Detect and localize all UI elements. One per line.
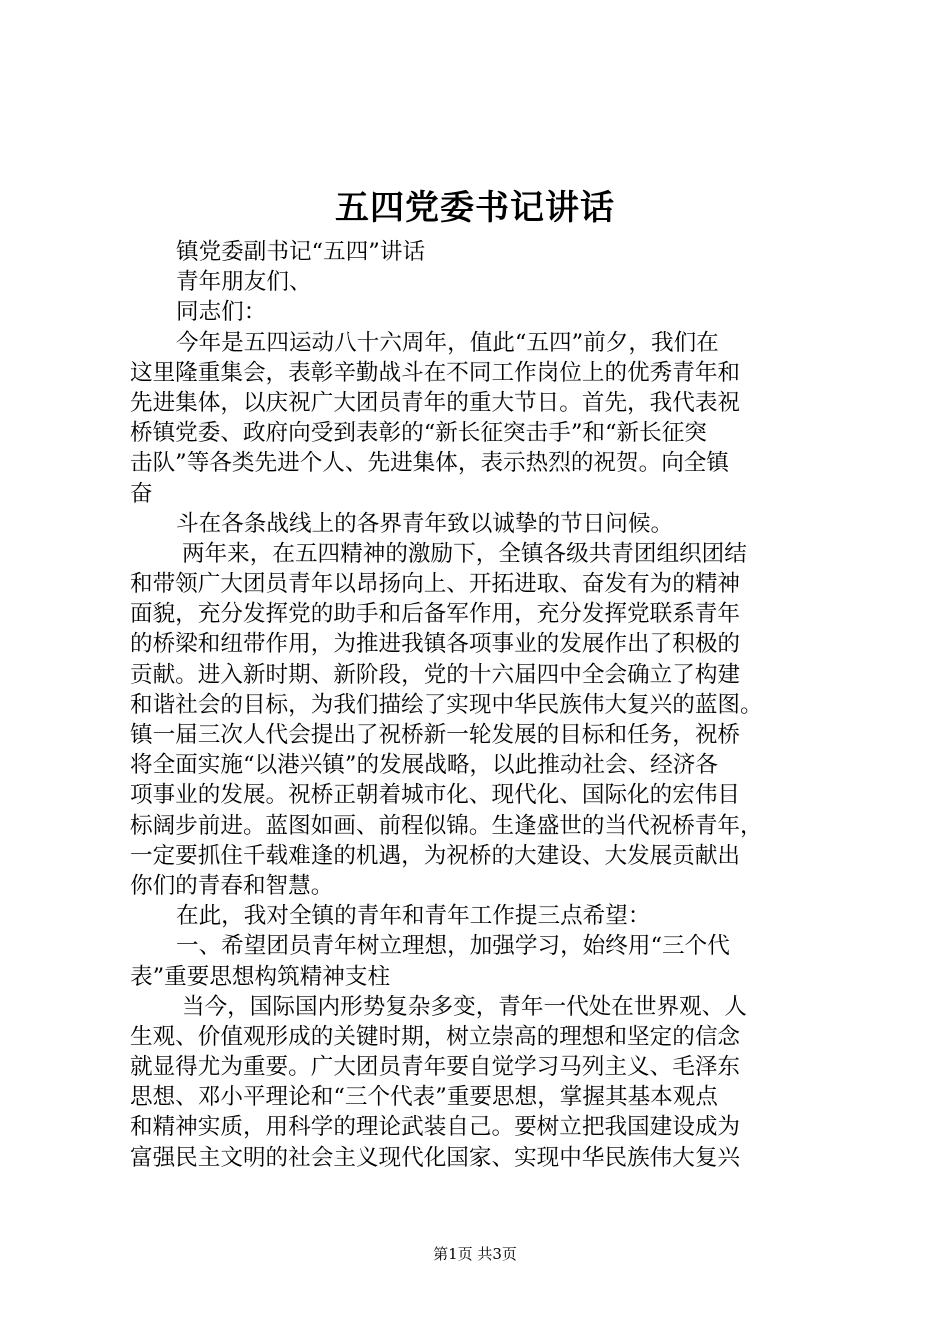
page-footer: 第1页 共3页 bbox=[433, 1245, 517, 1263]
text-line: 和谐社会的目标，为我们描绘了实现中华民族伟大复兴的蓝图。 bbox=[130, 691, 763, 718]
text-line: 标阔步前进。蓝图如画、前程似锦。生逢盛世的当代祝桥青年， bbox=[130, 812, 763, 839]
text-line: 当今，国际国内形势复杂多变，青年一代处在世界观、人 bbox=[182, 993, 747, 1020]
text-line: 在此，我对全镇的青年和青年工作提三点希望： bbox=[176, 903, 651, 930]
text-line: 一定要抓住千载难逢的机遇，为祝桥的大建设、大发展贡献出 bbox=[130, 842, 741, 869]
text-line: 面貌，充分发挥党的助手和后备军作用，充分发挥党联系青年 bbox=[130, 601, 741, 628]
text-line: 和带领广大团员青年以昂扬向上、开拓进取、奋发有为的精神 bbox=[130, 571, 741, 598]
text-line: 表”重要思想构筑精神支柱 bbox=[130, 963, 391, 990]
text-line: 你们的青春和智慧。 bbox=[130, 872, 334, 899]
text-line: 将全面实施“以港兴镇”的发展战略，以此推动社会、经济各 bbox=[130, 752, 718, 779]
text-line: 奋 bbox=[130, 480, 153, 507]
text-line: 先进集体，以庆祝广大团员青年的重大节日。首先，我代表祝 bbox=[130, 389, 741, 416]
text-line: 青年朋友们、 bbox=[176, 269, 312, 296]
text-line: 贡献。进入新时期、新阶段，党的十六届四中全会确立了构建 bbox=[130, 661, 741, 688]
text-line: 就显得尤为重要。广大团员青年要自觉学习马列主义、毛泽东 bbox=[130, 1054, 741, 1081]
text-line: 同志们： bbox=[176, 299, 267, 326]
text-line: 桥镇党委、政府向受到表彰的“新长征突击手”和“新长征突 bbox=[130, 420, 707, 447]
text-line: 富强民主文明的社会主义现代化国家、实现中华民族伟大复兴 bbox=[130, 1144, 741, 1171]
text-line: 斗在各条战线上的各界青年致以诚挚的节日问候。 bbox=[176, 510, 674, 537]
document-title: 五四党委书记讲话 bbox=[335, 188, 615, 228]
document-body bbox=[130, 237, 830, 1173]
text-line: 生观、价值观形成的关键时期，树立崇高的理想和坚定的信念 bbox=[130, 1023, 741, 1050]
text-line: 和精神实质，用科学的理论武装自己。要树立把我国建设成为 bbox=[130, 1114, 741, 1141]
text-line: 的桥梁和纽带作用，为推进我镇各项事业的发展作出了积极的 bbox=[130, 631, 741, 658]
text-line: 击队”等各类先进个人、先进集体，表示热烈的祝贺。向全镇 bbox=[130, 450, 729, 477]
text-line: 两年来，在五四精神的激励下，全镇各级共青团组织团结 bbox=[182, 540, 747, 567]
text-line: 镇党委副书记“五四”讲话 bbox=[176, 239, 426, 265]
text-line: 一、希望团员青年树立理想，加强学习，始终用“三个代 bbox=[176, 933, 730, 960]
text-line: 这里隆重集会，表彰辛勤战斗在不同工作岗位上的优秀青年和 bbox=[130, 359, 741, 386]
text-line: 思想、邓小平理论和“三个代表”重要思想，掌握其基本观点 bbox=[130, 1084, 718, 1111]
text-line: 今年是五四运动八十六周年，值此“五四”前夕，我们在 bbox=[176, 329, 719, 356]
text-line: 镇一届三次人代会提出了祝桥新一轮发展的目标和任务，祝桥 bbox=[130, 722, 741, 748]
text-line: 项事业的发展。祝桥正朝着城市化、现代化、国际化的宏伟目 bbox=[130, 782, 741, 809]
